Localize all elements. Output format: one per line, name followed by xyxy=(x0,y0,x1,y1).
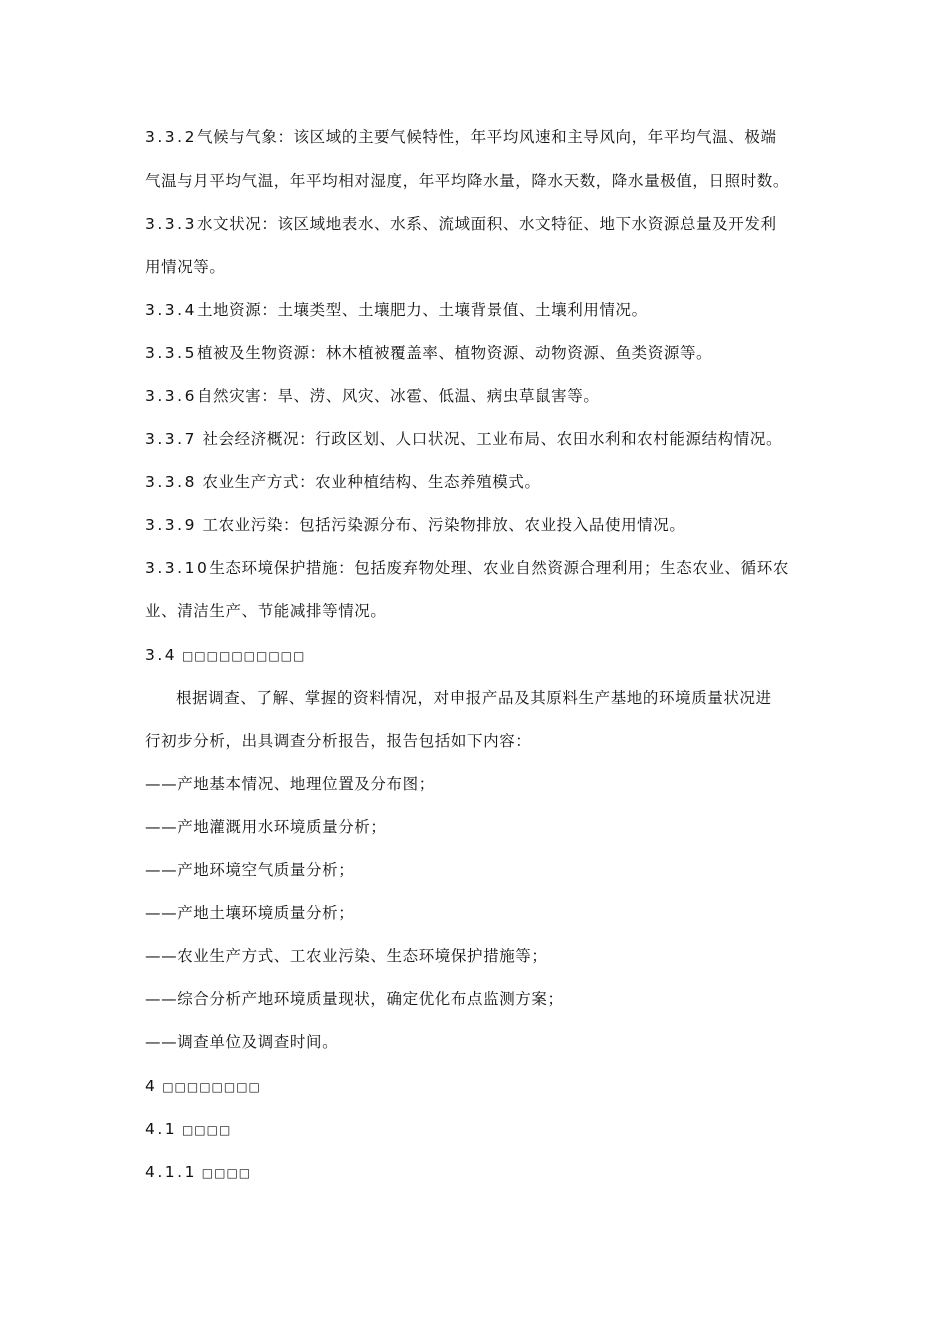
clause-text: 工农业污染：包括污染源分布、污染物排放、农业投入品使用情况。 xyxy=(196,516,686,534)
clause-text: 生态环境保护措施：包括废弃物处理、农业自然资源合理利用；生态农业、循环农 xyxy=(209,559,789,577)
heading-3-4 xyxy=(145,645,305,666)
clause-3-3-2-line-1 xyxy=(145,127,777,147)
clause-number: 3.3.4 xyxy=(145,301,197,319)
clause-text: 气温与月平均气温，年平均相对湿度，年平均降水量，降水天数，降水量极值，日照时数。 xyxy=(145,172,790,190)
list-item xyxy=(145,989,564,1009)
clause-number: 3.3.8 xyxy=(145,473,197,491)
list-item xyxy=(145,860,354,880)
clause-text: 植被及生物资源：林木植被覆盖率、植物资源、动物资源、鱼类资源等。 xyxy=(196,344,713,362)
clause-text: 农业生产方式：农业种植结构、生态养殖模式。 xyxy=(196,473,541,491)
clause-text: 用情况等。 xyxy=(145,258,226,276)
clause-text: 社会经济概况：行政区划、人口状况、工业布局、农田水利和农村能源结构情况。 xyxy=(196,430,783,448)
clause-number: 3.3.3 xyxy=(145,215,197,233)
list-item-text: ——产地灌溉用水环境质量分析； xyxy=(145,818,387,836)
clause-3-3-7 xyxy=(145,429,782,449)
clause-3-3-6 xyxy=(145,386,599,406)
clause-number: 3.3.2 xyxy=(145,128,197,146)
list-item-text: ——综合分析产地环境质量现状，确定优化布点监测方案； xyxy=(145,990,564,1008)
paragraph-text: 根据调查、了解、掌握的资料情况，对申报产品及其原料生产基地的环境质量状况进 xyxy=(176,689,772,707)
section-number: 4.1.1 xyxy=(145,1163,197,1181)
clause-3-3-9 xyxy=(145,515,685,535)
clause-3-3-4 xyxy=(145,300,648,320)
paragraph-line-1 xyxy=(176,688,772,708)
list-item xyxy=(145,1032,338,1052)
clause-3-3-8 xyxy=(145,472,541,492)
section-heading-missing-glyphs: □□□□□□□□ xyxy=(157,1080,261,1094)
clause-3-3-10-line-2 xyxy=(145,601,387,621)
list-item-text: ——产地环境空气质量分析； xyxy=(145,861,355,879)
section-number: 4 xyxy=(145,1077,158,1095)
clause-3-3-10-line-1 xyxy=(145,558,789,578)
list-item xyxy=(145,774,435,794)
paragraph-text: 行初步分析，出具调查分析报告，报告包括如下内容： xyxy=(145,732,532,750)
section-number: 3.4 xyxy=(145,646,178,664)
clause-text: 水文状况：该区域地表水、水系、流域面积、水文特征、地下水资源总量及开发利 xyxy=(196,215,777,233)
section-heading-missing-glyphs: □□□□□□□□□□ xyxy=(177,649,306,663)
list-item-text: ——农业生产方式、工农业污染、生态环境保护措施等； xyxy=(145,947,548,965)
clause-3-3-3-line-2 xyxy=(145,257,226,277)
clause-text: 自然灾害：旱、涝、风灾、冰雹、低温、病虫草鼠害等。 xyxy=(196,387,600,405)
list-item-text: ——产地土壤环境质量分析； xyxy=(145,904,355,922)
clause-number: 3.3.7 xyxy=(145,430,197,448)
clause-number: 3.3.9 xyxy=(145,516,197,534)
clause-3-3-3-line-1 xyxy=(145,214,777,234)
clause-text: 气候与气象：该区域的主要气候特性，年平均风速和主导风向，年平均气温、极端 xyxy=(196,128,777,146)
list-item-text: ——调查单位及调查时间。 xyxy=(145,1033,339,1051)
clause-text: 业、清洁生产、节能减排等情况。 xyxy=(145,602,387,620)
heading-4-1-1 xyxy=(145,1162,251,1183)
clause-text: 土地资源：土壤类型、土壤肥力、土壤背景值、土壤利用情况。 xyxy=(196,301,648,319)
clause-number: 3.3.10 xyxy=(145,559,210,577)
paragraph-line-2 xyxy=(145,731,531,751)
section-heading-missing-glyphs: □□□□ xyxy=(196,1166,252,1180)
list-item-text: ——产地基本情况、地理位置及分布图； xyxy=(145,775,435,793)
clause-number: 3.3.6 xyxy=(145,387,197,405)
list-item xyxy=(145,817,387,837)
clause-number: 3.3.5 xyxy=(145,344,197,362)
heading-4-1 xyxy=(145,1119,231,1140)
heading-4 xyxy=(145,1076,261,1097)
list-item xyxy=(145,946,548,966)
clause-3-3-2-line-2 xyxy=(145,171,789,191)
section-heading-missing-glyphs: □□□□ xyxy=(177,1123,232,1137)
list-item xyxy=(145,903,354,923)
clause-3-3-5 xyxy=(145,343,712,363)
section-number: 4.1 xyxy=(145,1120,178,1138)
